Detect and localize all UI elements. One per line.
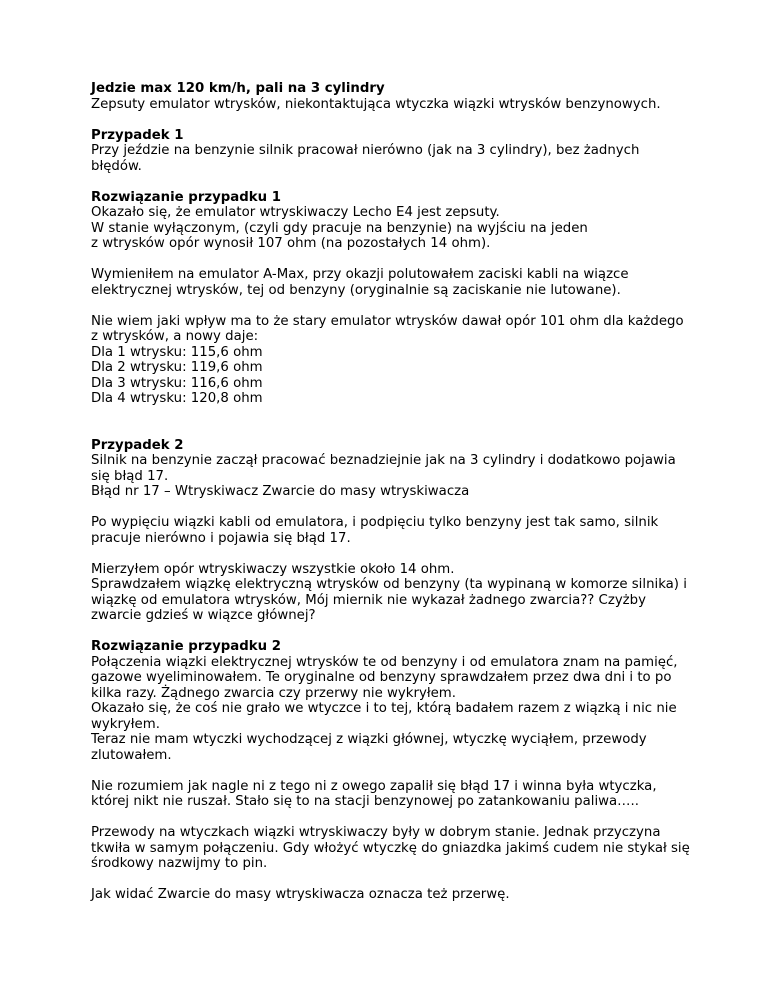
resistance-reading: Dla 2 wtrysku: 119,6 ohm (91, 360, 263, 375)
solution2-para3-line: Przewody na wtyczkach wiązki wtryskiwaczy były w dobrym stanie. Jednak przyczyna (91, 825, 661, 840)
case2-heading: Przypadek 2 (91, 437, 184, 453)
solution2-para2-line: Nie rozumiem jak nagle ni z tego ni z owego zapalił się błąd 17 i winna była wtyczka, (91, 778, 657, 794)
solution1-para3-line: Nie wiem jaki wpływ ma to że stary emulator wtrysków dawał opór 101 ohm dla każdego (91, 313, 684, 329)
document-intro: Zepsuty emulator wtrysków, niekontaktująca wtyczka wiązki wtrysków benzynowych. (91, 96, 661, 112)
case2-para3-line: wiązkę od emulatora wtrysków, Mój miernik nie wykazał żadnego zwarcia?? Czyżby (91, 592, 646, 608)
resistance-reading: Dla 3 wtrysku: 116,6 ohm (91, 375, 263, 391)
solution2-line: Połączenia wiązki elektrycznej wtrysków te od benzyny i od emulatora znam na pamięć, (91, 654, 678, 670)
solution1-line: W stanie wyłączonym, (czyli gdy pracuje na benzynie) na wyjściu na jeden (91, 220, 588, 236)
case2-para3-line: Sprawdzałem wiązkę elektryczną wtrysków od benzyny (ta wypinaną w komorze silnika) i (91, 577, 687, 592)
solution2-heading: Rozwiązanie przypadku 2 (91, 639, 281, 654)
solution1-para2-line: elektrycznej wtrysków, tej od benzyny (oryginalnie są zaciskanie nie lutowane). (91, 282, 621, 298)
solution1-para3-line: z wtrysków, a nowy daje: (91, 329, 259, 344)
case1-line: Przy jeździe na benzynie silnik pracował nierówno (jak na 3 cylindry), bez żadnych (91, 143, 640, 158)
solution1-heading: Rozwiązanie przypadku 1 (91, 189, 281, 205)
resistance-reading: Dla 4 wtrysku: 120,8 ohm (91, 391, 263, 406)
solution2-line: wykryłem. (91, 716, 160, 732)
solution2-line: zlutowałem. (91, 747, 172, 763)
conclusion-line: Jak widać Zwarcie do masy wtryskiwacza oznacza też przerwę. (91, 887, 510, 902)
solution1-para2-line: Wymieniłem na emulator A-Max, przy okazji polutowałem zaciski kabli na wiązce (91, 267, 629, 282)
case2-para2-line: Po wypięciu wiązki kabli od emulatora, i podpięciu tylko benzyny jest tak samo, silnik (91, 515, 659, 530)
case1-line: błędów. (91, 158, 142, 174)
solution2-line: Teraz nie mam wtyczki wychodzącej z wiązki głównej, wtyczkę wyciąłem, przewody (91, 732, 647, 747)
case2-para3-line: zwarcie gdzieś w wiązce głównej? (91, 608, 316, 623)
document-page (91, 81, 691, 903)
document-title: Jedzie max 120 km/h, pali na 3 cylindry (91, 81, 385, 96)
case1-heading: Przypadek 1 (91, 127, 184, 143)
case2-line: się błąd 17. (91, 468, 169, 484)
solution2-line: kilka razy. Żądnego zwarcia czy przerwy nie wykryłem. (91, 685, 456, 701)
case2-line: Silnik na benzynie zaczął pracować beznadziejnie jak na 3 cylindry i dodatkowo pojawia (91, 453, 676, 468)
solution2-line: Okazało się, że coś nie grało we wtyczce i to tej, którą badałem razem z wiązką i nic nie (91, 701, 677, 716)
solution1-line: Okazało się, że emulator wtryskiwaczy Lecho E4 jest zepsuty. (91, 205, 500, 220)
case2-line: Błąd nr 17 – Wtryskiwacz Zwarcie do masy wtryskiwacza (91, 484, 470, 499)
resistance-reading: Dla 1 wtrysku: 115,6 ohm (91, 344, 263, 360)
case2-para2-line: pracuje nierówno i pojawia się błąd 17. (91, 530, 351, 546)
solution2-line: gazowe wyeliminowałem. Te oryginalne od benzyny sprawdzałem przez dwa dni i to po (91, 670, 672, 685)
solution2-para3-line: tkwiła w samym połączeniu. Gdy włożyć wtyczkę do gniazdka jakimś cudem nie stykał się (91, 840, 690, 856)
solution2-para2-line: której nikt nie ruszał. Stało się to na stacji benzynowej po zatankowaniu paliwa….. (91, 794, 639, 809)
case2-para3-line: Mierzyłem opór wtryskiwaczy wszystkie około 14 ohm. (91, 561, 455, 577)
solution1-line: z wtrysków opór wynosił 107 ohm (na pozostałych 14 ohm). (91, 236, 491, 251)
solution2-para3-line: środkowy nazwijmy to pin. (91, 856, 268, 871)
